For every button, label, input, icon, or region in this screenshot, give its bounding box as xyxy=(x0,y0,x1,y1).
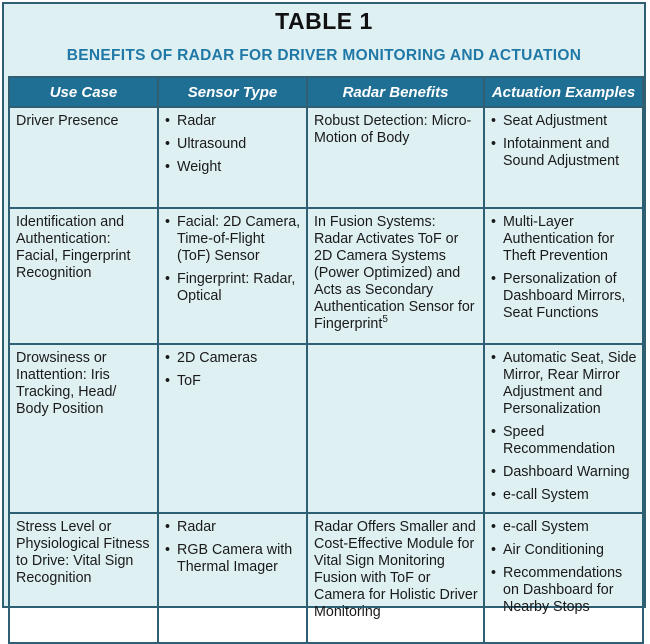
sensor-type-cell xyxy=(158,513,307,643)
use-case-cell: Driver Presence xyxy=(9,107,158,208)
header-use-case: Use Case xyxy=(9,77,158,107)
sensor-item: • 2D Cameras xyxy=(165,350,301,367)
radar-benefits-cell xyxy=(307,208,484,344)
benefits-text: Robust Detection: Micro-Motion of Body xyxy=(314,113,472,146)
actuation-item: • e-call System xyxy=(491,487,637,504)
benefits-text: In Fusion Systems: Radar Activates ToF or 2D Camera Systems (Power Optimized) and Acts as Secondary Authentication Sensor for Fingerprint xyxy=(314,214,475,332)
actuation-item: • Personalization of Dashboard Mirrors, Seat Functions xyxy=(491,271,637,322)
sensor-item: • Facial: 2D Camera, Time-of-Flight (ToF) Sensor xyxy=(165,214,301,265)
sensor-item: • Fingerprint: Radar, Optical xyxy=(165,271,301,305)
table-row xyxy=(9,107,643,208)
actuation-cell xyxy=(484,513,643,643)
sensor-item: • RGB Camera with Thermal Imager xyxy=(165,542,301,576)
sensor-type-cell xyxy=(158,107,307,208)
sensor-type-cell xyxy=(158,344,307,513)
actuation-item: • Speed Recommendation xyxy=(491,424,637,458)
actuation-item: • Infotainment and Sound Adjustment xyxy=(491,136,637,170)
use-case-cell: Stress Level or Physiological Fitness to Drive: Vital Sign Recognition xyxy=(9,513,158,643)
table-title: TABLE 1 xyxy=(275,8,373,34)
table-frame xyxy=(2,2,646,620)
actuation-item: • e-call System xyxy=(491,519,637,536)
actuation-cell xyxy=(484,107,643,208)
actuation-item: • Seat Adjustment xyxy=(491,113,637,130)
sensor-item: • Weight xyxy=(165,159,301,176)
actuation-cell xyxy=(484,208,643,344)
header-radar-benefits: Radar Benefits xyxy=(307,77,484,107)
radar-benefits-cell xyxy=(307,513,484,643)
sensor-item: • Radar xyxy=(165,519,301,536)
benefits-text: Radar Offers Smaller and Cost-Effective Module for Vital Sign Monitoring Fusion with ToF or Camera for Holistic Driver Monitoring xyxy=(314,519,478,620)
sensor-item: • Radar xyxy=(165,113,301,130)
actuation-item: • Air Conditioning xyxy=(491,542,637,559)
use-case-cell: Identification and Authentication: Facial, Fingerprint Recognition xyxy=(9,208,158,344)
actuation-item: • Automatic Seat, Side Mirror, Rear Mirror Adjustment and Personalization xyxy=(491,350,637,418)
use-case-cell: Drowsiness or Inattention: Iris Tracking, Head/ Body Position xyxy=(9,344,158,513)
table-row xyxy=(9,344,643,513)
table-subtitle: BENEFITS OF RADAR FOR DRIVER MONITORING AND ACTUATION xyxy=(66,47,582,64)
footnote-reference: 5 xyxy=(382,314,388,326)
sensor-item: • Ultrasound xyxy=(165,136,301,153)
header-row xyxy=(9,77,643,107)
benefits-table xyxy=(8,76,644,644)
sensor-type-cell xyxy=(158,208,307,344)
actuation-item: • Recommendations on Dashboard for Nearby Stops xyxy=(491,565,637,616)
actuation-item: • Multi-Layer Authentication for Theft Prevention xyxy=(491,214,637,265)
actuation-item: • Dashboard Warning xyxy=(491,464,637,481)
actuation-cell xyxy=(484,344,643,513)
header-sensor-type: Sensor Type xyxy=(158,77,307,107)
sensor-item: • ToF xyxy=(165,373,301,390)
header-actuation-examples: Actuation Examples xyxy=(484,77,643,107)
radar-benefits-cell xyxy=(307,107,484,208)
radar-benefits-cell xyxy=(307,344,484,513)
table-row xyxy=(9,513,643,643)
table-row xyxy=(9,208,643,344)
